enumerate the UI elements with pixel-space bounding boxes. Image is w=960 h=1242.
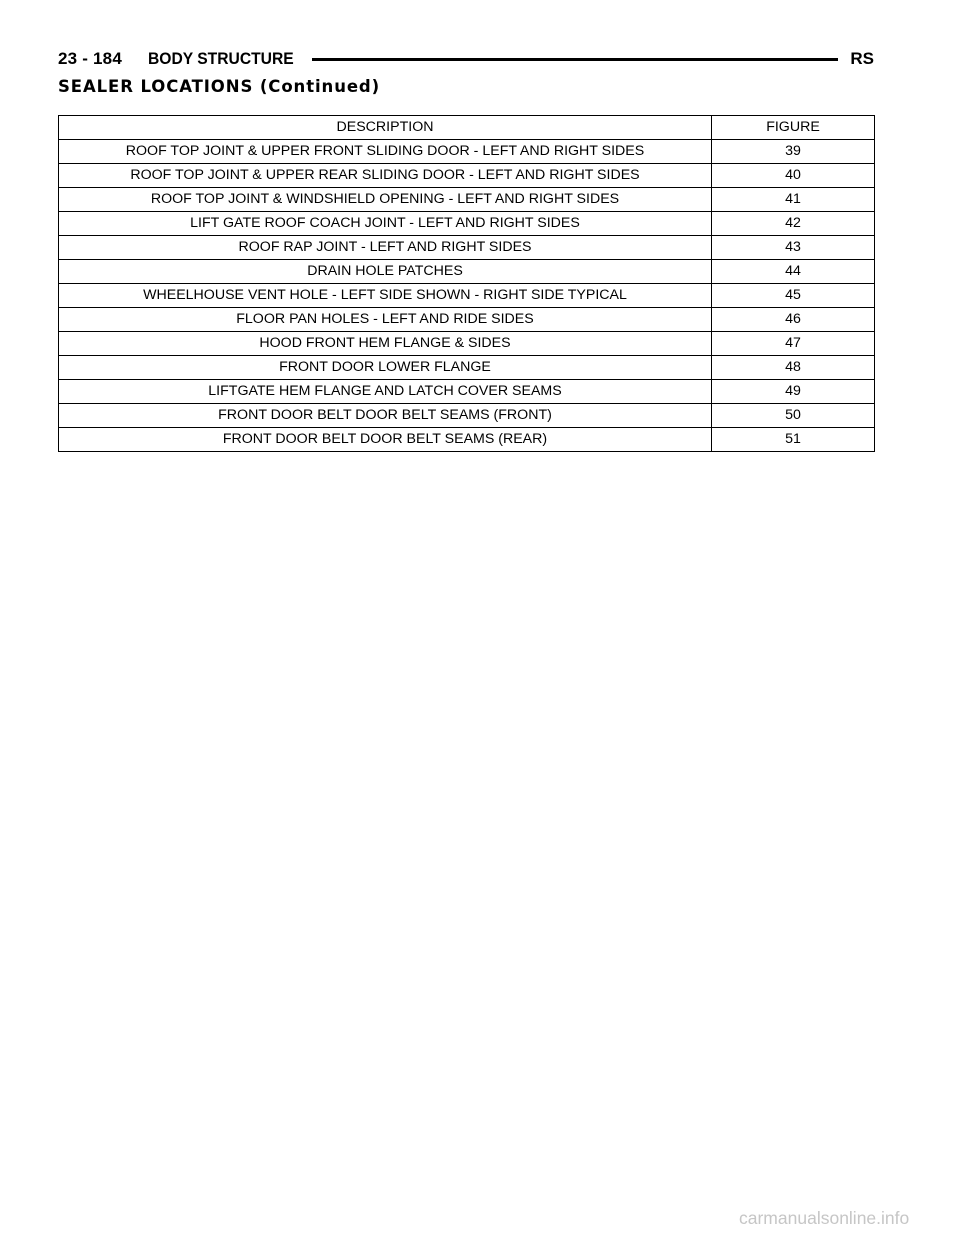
- row-description: DRAIN HOLE PATCHES: [59, 260, 712, 284]
- section-title: BODY STRUCTURE: [147, 49, 294, 68]
- row-description: ROOF TOP JOINT & WINDSHIELD OPENING - LEFT AND RIGHT SIDES: [59, 188, 712, 212]
- row-description: FLOOR PAN HOLES - LEFT AND RIDE SIDES: [59, 308, 712, 332]
- table-row: [59, 140, 875, 164]
- table-row: [59, 428, 875, 452]
- row-figure: 44: [712, 260, 875, 284]
- row-figure: 47: [712, 332, 875, 356]
- row-figure: 40: [712, 164, 875, 188]
- row-figure: 41: [712, 188, 875, 212]
- table-row: [59, 260, 875, 284]
- page-number: 23 - 184: [58, 49, 122, 68]
- row-description: ROOF TOP JOINT & UPPER REAR SLIDING DOOR - LEFT AND RIGHT SIDES: [59, 164, 712, 188]
- sealer-locations-table: [58, 115, 875, 452]
- row-figure: 49: [712, 380, 875, 404]
- table-row: [59, 356, 875, 380]
- table-row: [59, 380, 875, 404]
- model-code: RS: [850, 49, 874, 68]
- column-header-figure: FIGURE: [712, 116, 875, 140]
- table-row: [59, 212, 875, 236]
- row-figure: 50: [712, 404, 875, 428]
- row-figure: 51: [712, 428, 875, 452]
- row-description: ROOF TOP JOINT & UPPER FRONT SLIDING DOOR - LEFT AND RIGHT SIDES: [59, 140, 712, 164]
- header-rule: [312, 58, 838, 61]
- table-row: [59, 332, 875, 356]
- table-row: [59, 308, 875, 332]
- row-figure: 45: [712, 284, 875, 308]
- row-description: ROOF RAP JOINT - LEFT AND RIGHT SIDES: [59, 236, 712, 260]
- watermark: carmanualsonline.info: [739, 1208, 910, 1228]
- page-header: [58, 47, 874, 71]
- row-figure: 46: [712, 308, 875, 332]
- row-description: LIFTGATE HEM FLANGE AND LATCH COVER SEAMS: [59, 380, 712, 404]
- table-row: [59, 284, 875, 308]
- table-title: SEALER LOCATIONS (Continued): [58, 77, 381, 96]
- table-row: [59, 188, 875, 212]
- table-row: [59, 404, 875, 428]
- column-header-description: DESCRIPTION: [59, 116, 712, 140]
- table-row: [59, 236, 875, 260]
- row-description: FRONT DOOR LOWER FLANGE: [59, 356, 712, 380]
- row-description: WHEELHOUSE VENT HOLE - LEFT SIDE SHOWN - RIGHT SIDE TYPICAL: [59, 284, 712, 308]
- row-figure: 39: [712, 140, 875, 164]
- row-description: FRONT DOOR BELT DOOR BELT SEAMS (FRONT): [59, 404, 712, 428]
- table-row: [59, 164, 875, 188]
- row-description: HOOD FRONT HEM FLANGE & SIDES: [59, 332, 712, 356]
- row-figure: 43: [712, 236, 875, 260]
- row-description: LIFT GATE ROOF COACH JOINT - LEFT AND RIGHT SIDES: [59, 212, 712, 236]
- table-header-row: [59, 116, 875, 140]
- row-description: FRONT DOOR BELT DOOR BELT SEAMS (REAR): [59, 428, 712, 452]
- row-figure: 42: [712, 212, 875, 236]
- row-figure: 48: [712, 356, 875, 380]
